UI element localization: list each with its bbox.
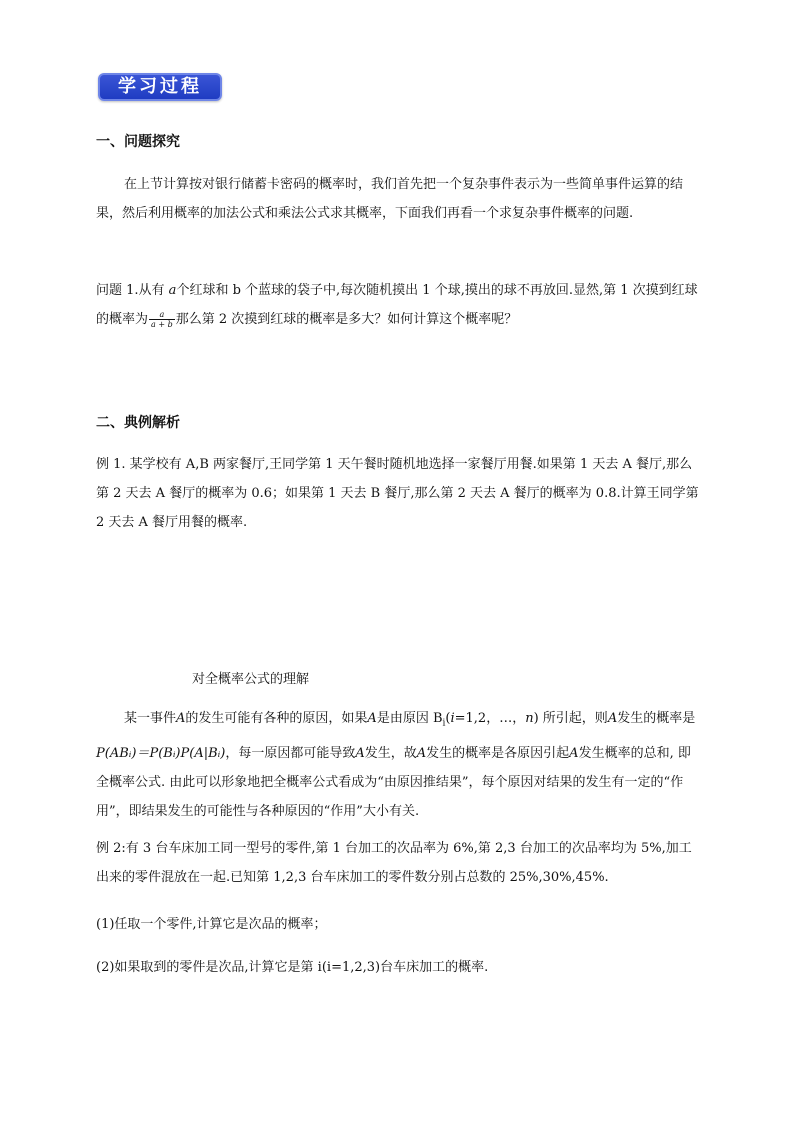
text-segment: ) 所引起，则 [533, 711, 608, 726]
subscript: i [442, 718, 446, 729]
problem-1 [96, 276, 700, 334]
fraction-numerator: a [149, 310, 175, 320]
intro-paragraph: 在上节计算按对银行储蓄卡密码的概率时，我们首先把一个复杂事件表示为一些简单事件运算的结果，然后利用概率的加法公式和乘法公式求其概率，下面我们再看一个求复杂事件概率的问题. [96, 177, 684, 221]
section-heading-examples: 二、典例解析 [96, 415, 180, 431]
var: A [367, 711, 377, 726]
var: n [525, 711, 534, 726]
text-segment: 的发生可能有各种的原因，如果 [185, 711, 368, 726]
example-1: 例 1. 某学校有 A,B 两家餐厅,王同学第 1 天午餐时随机地选择一家餐厅用餐.如果第 1 天去 A 餐厅,那么第 2 天去 A 餐厅的概率为 0.6；如果第 1 天去 B 餐厅,那么第 2 天去 A 餐厅的概率为 0.8.计算王同学第 2 天去 A 餐厅用餐的概率. [96, 457, 699, 530]
text-segment: 发生概率的总和, 即全概率公式. 由此可以形象地把全概率公式看成为“由原因推结果”，每个原因对结果的发生有一定的“作用”，即结果发生的可能性与各种原因的“作用”大小有关. [96, 745, 691, 819]
understanding-paragraph [96, 704, 700, 826]
example-2-question-1: (1)任取一个零件,计算它是次品的概率； [96, 917, 327, 932]
problem-1-text-c: 那么第 2 次摸到红球的概率是多大？如何计算这个概率呢？ [175, 312, 518, 327]
var: A [416, 745, 427, 761]
text-segment: 是由原因 B [376, 711, 443, 726]
problem-1-var-a: a [168, 283, 177, 298]
example-2-question-2: (2)如果取到的零件是次品,计算它是第 i(i=1,2,3)台车床加工的概率. [96, 960, 489, 975]
fraction [149, 310, 175, 329]
section-badge: 学习过程 [98, 73, 222, 101]
section-heading-inquiry: 一、问题探究 [96, 134, 180, 150]
var: A [569, 745, 579, 761]
problem-1-text-a: 问题 1.从有 [96, 283, 169, 298]
text-segment: 发生的概率是各原因引起 [426, 745, 570, 761]
understanding-title: 对全概率公式的理解 [192, 672, 310, 687]
text-segment: ( [445, 711, 451, 726]
example-2: 例 2:有 3 台车床加工同一型号的零件,第 1 台加工的次品率为 6%,第 2,3 台加工的次品率均为 5%,加工出来的零件混放在一起.已知第 1,2,3 台车床加工的零件数分别占总数的 25%,30%,45%. [96, 841, 692, 885]
var: A [355, 745, 365, 761]
var: A [607, 711, 618, 726]
text-segment: ，每一原因都可能导致 [225, 745, 356, 761]
var: i [450, 711, 455, 726]
var: A [176, 711, 186, 726]
fraction-denominator: a + b [151, 320, 173, 329]
formula: P(ABᵢ)＝P(Bᵢ)P(A|Bᵢ) [96, 745, 226, 761]
text-segment: 某一事件 [124, 711, 177, 726]
text-segment: 发生，故 [364, 745, 417, 761]
text-segment: =1,2，…， [454, 711, 526, 726]
text-segment: 发生的概率是 [617, 711, 696, 726]
problem-1-text-b: 个红球和 b 个蓝球的袋子中,每次随机摸出 1 个球,摸出的球不再放回.显然,第 1 次摸到红球的概率为 [96, 283, 698, 327]
